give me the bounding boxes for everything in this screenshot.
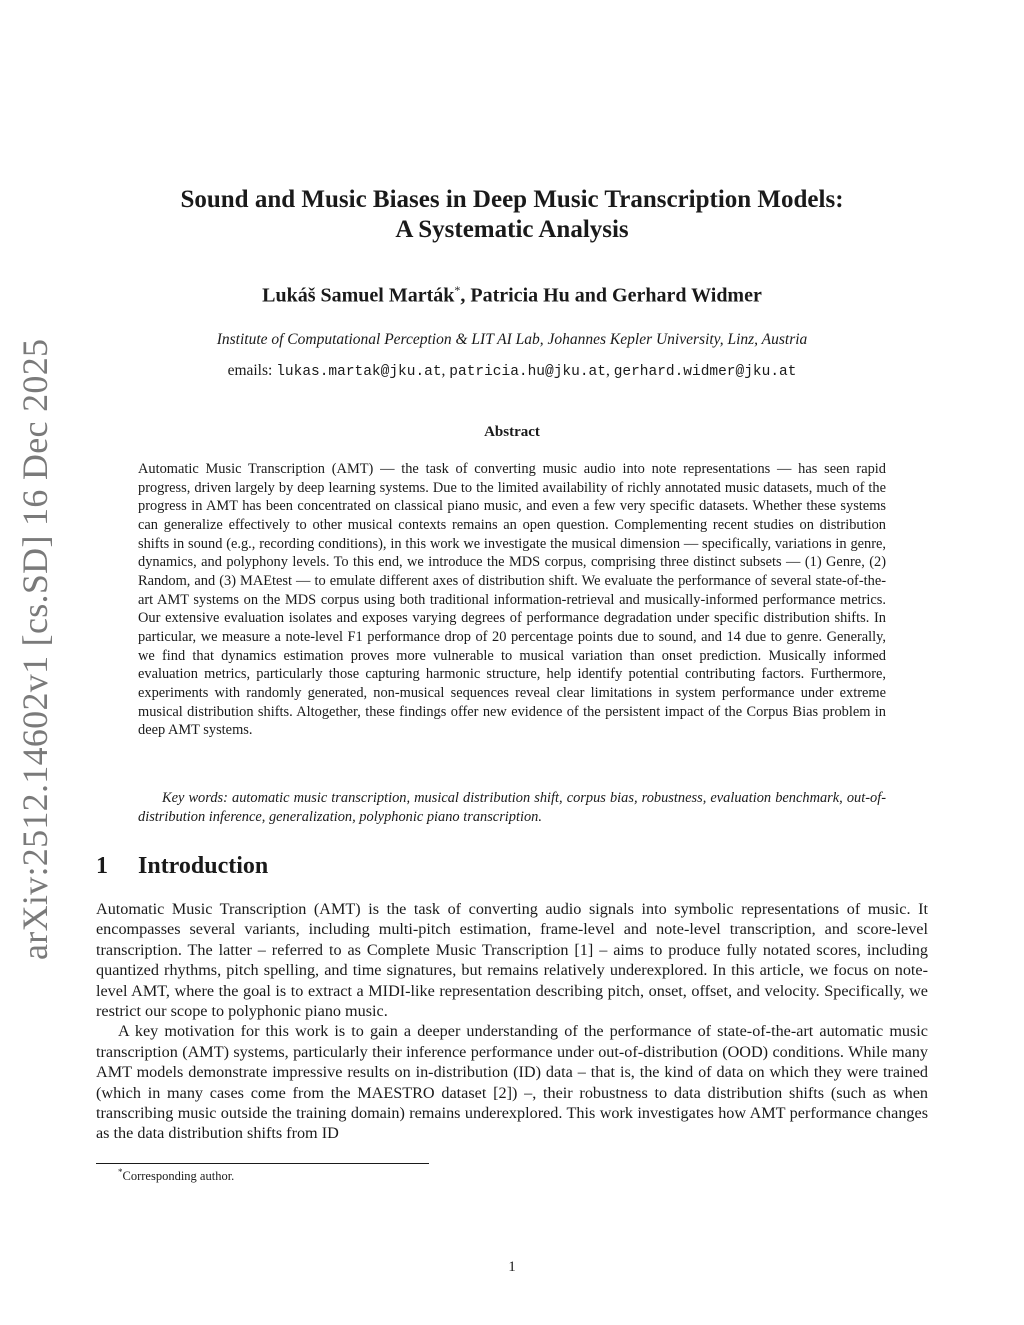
- abstract-text: Automatic Music Transcription (AMT) — the task of converting music audio into note representations — has seen rapid progress, driven largely by deep learning systems. Due to the limited availability of richly annotated music datasets, much of the progress in AMT has been concentrated on classical piano music, and even a few very specific datasets. Whether these systems can generalize effectively to other musical contexts remains an open question. Complementing recent studies on distribution shifts in sound (e.g., recording conditions), in this work we investigate the musical dimension — specifically, variations in genre, dynamics, and polyphony levels. To this end, we introduce the MDS corpus, comprising three distinct subsets — (1) Genre, (2) Random, and (3) MAEtest — to emulate different axes of distribution shift. We evaluate the performance of several state-of-the-art AMT systems on the MDS corpus using both traditional information-retrieval and musically-informed performance metrics. Our extensive evaluation isolates and exposes varying degrees of performance degradation under specific distribution shifts. In particular, we measure a note-level F1 performance drop of 20 percentage points due to sound, and 14 due to genre. Generally, we find that dynamics estimation proves more vulnerable to musical variation than onset prediction. Musically informed evaluation metrics, particularly those capturing harmonic structure, help identify potential contributing factors. Furthermore, experiments with randomly generated, non-musical sequences reveal clear limitations in system performance under extreme musical distribution shifts. Altogether, these findings offer new evidence of the persistent impact of the Corpus Bias problem in deep AMT systems.: [138, 461, 886, 739]
- footnote: [118, 1167, 234, 1184]
- section-number: 1: [96, 853, 108, 879]
- other-authors: , Patricia Hu and Gerhard Widmer: [460, 284, 762, 307]
- footnote-marker: *: [118, 1167, 123, 1177]
- email-separator: ,: [441, 362, 450, 379]
- page-number: 1: [508, 1259, 516, 1275]
- paper-title-line-2: A Systematic Analysis: [395, 216, 629, 243]
- email-line: [120, 362, 904, 380]
- email-link[interactable]: patricia.hu@jku.at: [449, 364, 606, 380]
- section-title: Introduction: [138, 853, 269, 879]
- introduction-body: [96, 899, 928, 1144]
- email-link[interactable]: gerhard.widmer@jku.at: [613, 364, 797, 380]
- abstract-heading: Abstract: [484, 424, 540, 440]
- paper-title-line-1: Sound and Music Biases in Deep Music Transcription Models:: [180, 186, 844, 213]
- affiliation: Institute of Computational Perception & LIT AI Lab, Johannes Kepler University, Linz, Austria: [216, 331, 808, 348]
- emails-label: emails:: [227, 362, 277, 379]
- keywords: Key words: automatic music transcription, musical distribution shift, corpus bias, robustness, evaluation benchmark, out-of-distribution inference, generalization, polyphonic piano transcription.: [138, 790, 886, 825]
- email-link[interactable]: lukas.martak@jku.at: [276, 364, 442, 380]
- author-list: [120, 283, 904, 308]
- intro-paragraph-1: Automatic Music Transcription (AMT) is the task of converting audio signals into symbolic representations of music. It encompasses several variants, including multi-pitch estimation, frame-level and note-level transcription, and score-level transcription. The latter – referred to as Complete Music Transcription [1] – aims to produce fully notated scores, including quantized rhythms, pitch spelling, and time signatures, but remains relatively underexplored. In this article, we focus on note-level AMT, where the goal is to extract a MIDI-like representation describing pitch, onset, offset, and velocity. Specifically, we restrict our scope to polyphonic piano music.: [96, 900, 928, 1021]
- corresponding-author-marker: *: [454, 283, 461, 297]
- section-heading-introduction: [96, 853, 268, 880]
- paper-title: [120, 185, 904, 245]
- email-separator: ,: [605, 362, 614, 379]
- footnote-divider: [96, 1163, 429, 1164]
- first-author: Lukáš Samuel Marták: [262, 284, 455, 307]
- footnote-text: Corresponding author.: [122, 1169, 235, 1184]
- arxiv-identifier-stamp: arXiv:2512.14602v1 [cs.SD] 16 Dec 2025: [15, 338, 55, 960]
- intro-paragraph-2: A key motivation for this work is to gain a deeper understanding of the performance of state-of-the-art automatic music transcription (AMT) systems, particularly their inference performance under out-of-distribution (OOD) conditions. While many AMT models demonstrate impressive results on in-distribution (ID) data – that is, the kind of data on which they were trained (which in many cases come from the MAESTRO dataset [2]) –, their robustness to data distribution shifts (such as when transcribing music outside the training domain) remains underexplored. This work investigates how AMT performance changes as the data distribution shifts from ID: [96, 1022, 928, 1143]
